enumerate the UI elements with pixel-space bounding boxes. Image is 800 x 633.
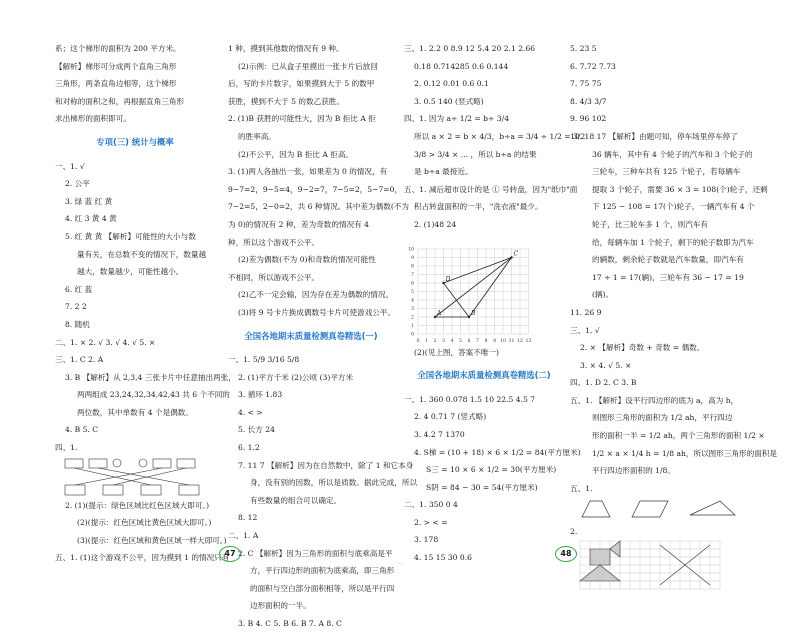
answer-line: 3. 4.2 7 1370 [414,429,465,439]
answer-line: 2. (1)平方千米 (2)公顷 (3)平方米 [238,372,354,382]
answer-line: 的辆数，剩余轮子数就是汽车数量，即汽车有 [592,255,744,265]
answer-line: S三 = 10 × 6 × 1/2 = 30(平方厘米) [426,465,557,475]
answer-line: 2. (1)48 24 [414,219,457,229]
tick-label: 5 [411,289,414,295]
answer-line: 一、1. √ [55,161,85,171]
answer-line: 9−7=2，9−5=4，9−2=7，7−5=2，5−7=0， [228,184,403,194]
tick-label: 1 [425,338,428,344]
answer-line: 一、1. 360 0.078 1.5 10 22.5 4.5 7 [404,394,536,404]
tick-label: 3 [411,306,414,312]
answer-line: 积占转盘面积的一半，"洗衣液"最少。 [414,202,543,212]
point-label: A [437,309,442,317]
matching-figure [55,457,205,497]
answer-line: 10. 18 17 【解析】由题可知，停车场里停车停了 [570,131,738,141]
answer-line: 五、1. [570,483,593,493]
answer-line: 3. (1)两人各抽出一张，如果差为 0 的情况，有 [228,167,388,177]
answer-line: 是 b÷a 最接近。 [414,167,473,177]
answer-line: 系；这个梯形的面积为 200 平方米。 [55,44,181,53]
answer-line: 2. × 【解析】奇数 + 奇数 = 偶数。 [580,343,705,353]
tick-label: 7 [476,338,479,344]
answer-line: 5. 红 黄 黄 【解析】可能性的大小与数 [65,231,196,241]
answer-line: 7−2=5，2−0=2，共 6 种情况。其中差为偶数(不为 [228,202,409,212]
answer-line: 三、1. 2.2 0 8.9 12 5.4 20 2.1 2.66 [404,44,536,53]
answer-line: 越大，数量越少，可能性越小。 [77,267,184,277]
answer-line: 2. C 【解析】因为三角形的面积与底乘高是平 [238,548,393,558]
answer-line: 6. 红 蓝 [65,284,93,294]
answer-line: 2. (1)(提示：绿色区域比红色区域大即可。) [65,500,210,510]
answer-line: 的胜率高。 [238,131,276,141]
tick-label: 10 [500,338,506,344]
answer-line: 3. B 【解析】从 2,3,4 三张卡片中任意抽出两张， [65,372,236,382]
answer-line: 36 辆车，其中有 4 个轮子的汽车和 3 个轮子的 [592,149,753,159]
answer-line: 下 125 − 108 = 17(个)轮子，一辆汽车有 4 个 [592,202,755,212]
answer-line: 的面积与空白部分面积相等，所以是平行四 [250,583,395,593]
data-point [468,315,470,317]
tick-label: 2 [411,315,414,321]
answer-line: 三轮车，三种车共有 125 个轮子，若每辆车 [592,167,741,177]
answer-line: 两两组成 23,24,32,34,42,43 共 6 个不同的 [77,390,230,400]
answer-line: 3. 178 [414,535,439,545]
answer-line: 4. 15 15 30 0.6 [414,553,472,563]
answer-line: 形的面积一半 = 1/2 ah，两个三角形的面积 1/2 × [592,431,765,441]
answer-line: 3. 循环 1.83 [238,390,283,400]
answer-line: 二、1. A [228,531,259,541]
answer-line: 17 ÷ 1 = 17(辆)，三轮车有 36 − 17 = 19 [592,272,744,282]
data-point [510,256,512,258]
answer-line: 3. B 4. C 5. B 6. B 7. A 8. C [238,619,342,628]
answer-line: 5. 23 5 [570,44,597,53]
answer-line: 平行四边形面积的 1/8。 [592,466,675,476]
answer-line: (2)不公平，因为 B 拒比 A 拒高。 [238,149,354,159]
answer-line: (3)将 9 号卡片换成偶数号卡片可使游戏公平。 [238,307,396,317]
answer-line: 三、1. √ [570,325,600,335]
tick-label: 4 [450,338,454,344]
tick-label: 6 [467,338,471,344]
answer-line: 一、1. 5/9 3/16 5/8 [228,355,300,365]
answer-line: 2. 0.12 0.01 0.6 0.1 [414,79,489,89]
page-number-left: 47 [219,546,241,562]
answer-line: 8. 12 [238,513,258,523]
answer-line: 6. 7.72 7.73 [570,61,616,71]
answer-line: 和对称的面积之和，再根据直角三角形 [55,96,185,106]
tick-label: 8 [411,264,414,270]
tick-label: 4 [411,298,414,304]
shapes-figure [570,497,740,523]
answer-line: 2. 公平 [65,179,90,189]
data-point [434,315,436,317]
point-label: B [471,309,476,317]
answer-line: 三、1. C 2. A [55,355,104,365]
data-point [442,281,444,283]
answer-line: (2)差为偶数(不为 0)和奇数的情况可能性 [238,255,376,265]
answer-line: 不相同，所以游戏不公平。 [228,272,320,282]
answer-line: 量有关，在总数不变的情况下，数量越 [77,249,207,259]
answer-line: (2)(见上图，答案不唯一) [414,347,500,357]
answer-line: 7. 75 75 [570,79,602,89]
answer-line: S阴 = 84 − 30 = 54(平方厘米) [426,482,538,492]
tick-label: 2 [433,338,437,344]
answer-line: 四、1. 因为 a÷ 1/2 = b÷ 3/4 [404,114,510,124]
tick-label: 13 [525,338,532,344]
answer-line: 所以 a × 2 = b × 4/3，b÷a = 3/4 ÷ 1/2 = 3/2 [414,131,586,141]
answer-line: 4. 红 3 黄 4 黄 [65,214,117,224]
tick-label: 12 [517,338,523,344]
tick-label: 10 [408,247,414,253]
answer-line: 四、1. D 2. C 3. B [570,378,637,388]
tick-label: 1 [411,323,414,329]
right-column-2 [570,40,778,589]
section-title: 全国各地期末质量检测真卷精选(一) [244,330,378,341]
tick-label: 0 [416,338,420,344]
answer-line: 8. 4/3 3/7 [570,96,607,106]
answer-line: 给，每辆车加 1 个轮子，剩下的轮子数即为汽车 [592,237,754,247]
answer-line: (辆)。 [592,290,614,300]
answer-line: 方，平行四边形的面积为底乘高，即三角形 [250,566,395,576]
answer-line: 五、1. 【解析】设平行四边形的底为 a，高为 h， [570,395,739,405]
tick-label: 9 [493,338,496,344]
answer-line: 3. 绿 蓝 红 黄 [65,196,113,206]
answer-line: 身，没有别的因数，所以是质数。据此完成，所以 [250,478,418,488]
answer-line: 获胜，摸到不大于 5 的数乙获胜。 [228,96,344,106]
answer-line: 后，写的卡片数字，如果摸到大于 5 的数甲 [228,79,375,89]
answer-line: 为 0)的情况有 2 种，差为奇数的情况有 4 [228,219,370,229]
answer-line: 2. > < = [414,517,448,527]
answer-line: 4. S梯 = (10 + 18) × 6 × 1/2 = 84(平方厘米) [414,447,581,457]
point-label: D [445,275,451,283]
section-title: 全国各地期末质量检测真卷精选(二) [417,370,551,381]
answer-line: 1/2 × a × 1/4 h = 1/8 ah，所以图形三角形的面积是 [592,448,778,458]
answer-line: 3/8 > 3/4 × ... ，所以 b÷a 的结果 [414,149,537,159]
answer-line: 种，所以这个游戏不公平。 [228,237,320,247]
section-title: 专项(三) 统计与概率 [96,136,174,147]
answer-line: 【解析】梯形可分成两个直角三角形 [55,61,177,71]
answer-line: 提取 3 个轮子，需要 36 × 3 = 108(个)轮子，还剩 [592,184,768,194]
tick-label: 9 [411,255,414,261]
answer-line: 四、1. [55,443,78,453]
answer-line: 则图形三角形的面积为 1/2 ah，平行四边 [592,413,733,423]
answer-line: 4. < > [238,407,263,417]
coordinate-grid-chart [404,234,544,344]
answer-line: (2)(提示：红色区域比黄色区域大即可。) [77,518,212,528]
answer-line: 五、1. 减后超市设计的是 ① 号转盘，因为"纸巾"面 [404,184,578,194]
answer-line: 三角形，两条直角边相等，这个梯形 [55,79,177,89]
tick-label: 3 [442,338,445,344]
answer-line: 五、1. (1)这个游戏不公平，因为摸到 1 的情况只有 [55,553,230,563]
answer-line: 3. 0.5 140 (竖式略) [414,96,484,106]
answer-line: 有些数量的组合可以确定。 [250,495,342,505]
answer-line: 两位数，其中单数有 4 个是偶数。 [77,407,193,417]
tick-label: 11 [508,338,515,344]
answer-line: 5. 长方 24 [238,425,275,435]
answer-line: 4. B 5. C [65,425,99,435]
answer-line: 7. 2 2 [65,302,87,312]
answer-line: 求出梯形的面积即可。 [55,114,131,124]
tangram-grid-figure [570,541,740,589]
answer-line: 9. 96 102 [570,114,607,124]
page-number-right: 48 [555,546,577,562]
tick-label: 7 [411,272,414,278]
tick-label: 0 [411,332,414,338]
point-label: C [513,250,519,258]
answer-line: 2. 4 0.71 7 (竖式略) [414,412,487,422]
answer-line: 8. 随机 [65,319,90,329]
answer-line: 7. 11 7 【解析】因为在自然数中，除了 1 和它本身 [238,460,414,470]
answer-line: (2)示例：已从盒子里摸出一张卡片后放回 [238,61,378,71]
answer-line: 11. 26 9 [570,307,602,317]
answer-line: 3. × 4. √ 5. × [580,360,632,370]
answer-line: (2)乙不一定会输，因为存在差为偶数的情况。 [238,290,394,300]
answer-line: 二、1. 350 0 4 [404,500,458,510]
tick-label: 8 [484,338,488,344]
answer-line: 二、1. × 2. √ 3. √ 4. √ 5. × [55,337,156,347]
answer-line: 6. 1.2 [238,443,260,453]
answer-line: 0.18 0.714285 0.6 0.144 [414,61,509,71]
answer-line: 2. [570,527,578,537]
series-line [469,257,512,317]
answer-line: (3)(提示：红色区域和黄色区域一样大即可。) [77,535,227,545]
answer-line: 1 种，摸到其他数的情况有 9 种。 [228,44,344,53]
tick-label: 5 [459,338,462,344]
answer-line: 边形面积的一半。 [250,601,311,611]
footer-text: ... [397,560,403,566]
answer-line: 2. (1)B 获胜的可能性大，因为 B 拒比 A 拒 [228,114,376,124]
answer-line: 轮子，比三轮车多 1 个，则汽车有 [592,219,708,229]
tick-label: 6 [411,281,414,287]
